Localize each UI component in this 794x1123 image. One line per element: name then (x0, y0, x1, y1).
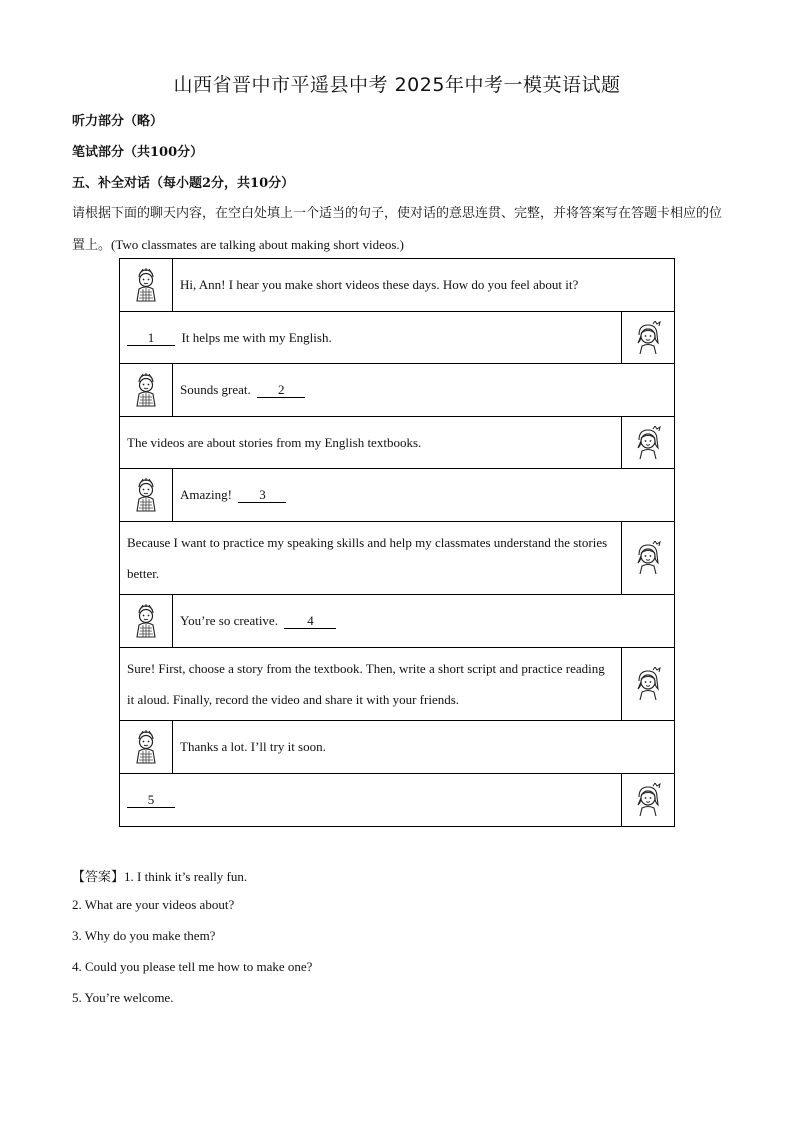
boy-avatar-icon (120, 478, 172, 512)
answer-line-3: 3. Why do you make them? (72, 928, 216, 943)
speaker-a-cell (120, 259, 173, 312)
speaker-a-cell (120, 595, 173, 648)
speaker-b-cell (622, 648, 675, 721)
answer-text: 1. I think it’s really fun. (124, 869, 248, 884)
dialog-text-cell (120, 774, 622, 827)
dialog-table (119, 258, 675, 827)
speaker-a-cell (120, 364, 173, 417)
speaker-b-cell (622, 417, 675, 469)
girl-avatar-icon (622, 541, 674, 575)
dialog-row (120, 721, 675, 774)
answer-line-4: 4. Could you please tell me how to make one? (72, 959, 313, 974)
dialog-row (120, 522, 675, 595)
dialog-row (120, 595, 675, 648)
dialog-row (120, 312, 675, 364)
answer-blank-3[interactable]: 3 (238, 488, 286, 503)
page-title: 山西省晋中市平遥县中考 2025年中考一模英语试题 (173, 74, 621, 96)
dialog-text: Thanks a lot. I’ll try it soon. (173, 721, 675, 774)
dialog-text: Hi, Ann! I hear you make short videos these days. How do you feel about it? (173, 259, 675, 312)
dialog-text: The videos are about stories from my English textbooks. (120, 417, 622, 469)
dialog-text: It helps me with my English. (181, 329, 332, 345)
boy-avatar-icon (120, 373, 172, 407)
answer-line-1 (72, 866, 247, 885)
dialog-row (120, 648, 675, 721)
girl-avatar-icon (622, 783, 674, 817)
boy-avatar-icon (120, 604, 172, 638)
answer-blank-1[interactable]: 1 (127, 331, 175, 346)
instructions (72, 198, 722, 261)
boy-avatar-icon (120, 730, 172, 764)
answer-blank-5[interactable]: 5 (127, 793, 175, 808)
dialog-row (120, 417, 675, 469)
answer-label: 【答案】 (72, 870, 125, 885)
dialog-text: Sure! First, choose a story from the textbook. Then, write a short script and practice reading it aloud. Finally, record the video and share it with your friends. (120, 648, 622, 721)
written-section-heading: 笔试部分（共100分） (72, 145, 204, 160)
listening-section-heading: 听力部分（略） (72, 114, 164, 129)
answer-line-2: 2. What are your videos about? (72, 897, 235, 912)
girl-avatar-icon (622, 321, 674, 355)
dialog-row (120, 259, 675, 312)
girl-avatar-icon (622, 667, 674, 701)
answer-blank-4[interactable]: 4 (284, 614, 336, 629)
instructions-english: (Two classmates are talking about making short videos.) (111, 237, 404, 252)
dialog-text-cell (173, 469, 675, 522)
dialog-text: Amazing! (180, 487, 232, 502)
speaker-b-cell (622, 522, 675, 595)
dialog-row (120, 469, 675, 522)
girl-avatar-icon (622, 426, 674, 460)
answer-line-5: 5. You’re welcome. (72, 990, 174, 1005)
speaker-b-cell (622, 312, 675, 364)
dialog-row (120, 364, 675, 417)
dialog-text-cell (173, 364, 675, 417)
dialog-row (120, 774, 675, 827)
answer-blank-2[interactable]: 2 (257, 383, 305, 398)
dialog-text-cell (120, 312, 622, 364)
dialog-text: Sounds great. (180, 382, 251, 397)
speaker-a-cell (120, 721, 173, 774)
instructions-chinese: 请根据下面的聊天内容，在空白处填上一个适当的句子，使对话的意思连贯、完整，并将答案写在答题卡相应的位置上。 (72, 206, 723, 253)
boy-avatar-icon (120, 268, 172, 302)
dialog-text: You’re so creative. (180, 613, 278, 628)
dialog-text: Because I want to practice my speaking skills and help my classmates understand the stories better. (120, 522, 622, 595)
dialog-text-cell (173, 595, 675, 648)
speaker-a-cell (120, 469, 173, 522)
part5-heading: 五、补全对话（每小题2分，共10分） (72, 176, 295, 191)
speaker-b-cell (622, 774, 675, 827)
